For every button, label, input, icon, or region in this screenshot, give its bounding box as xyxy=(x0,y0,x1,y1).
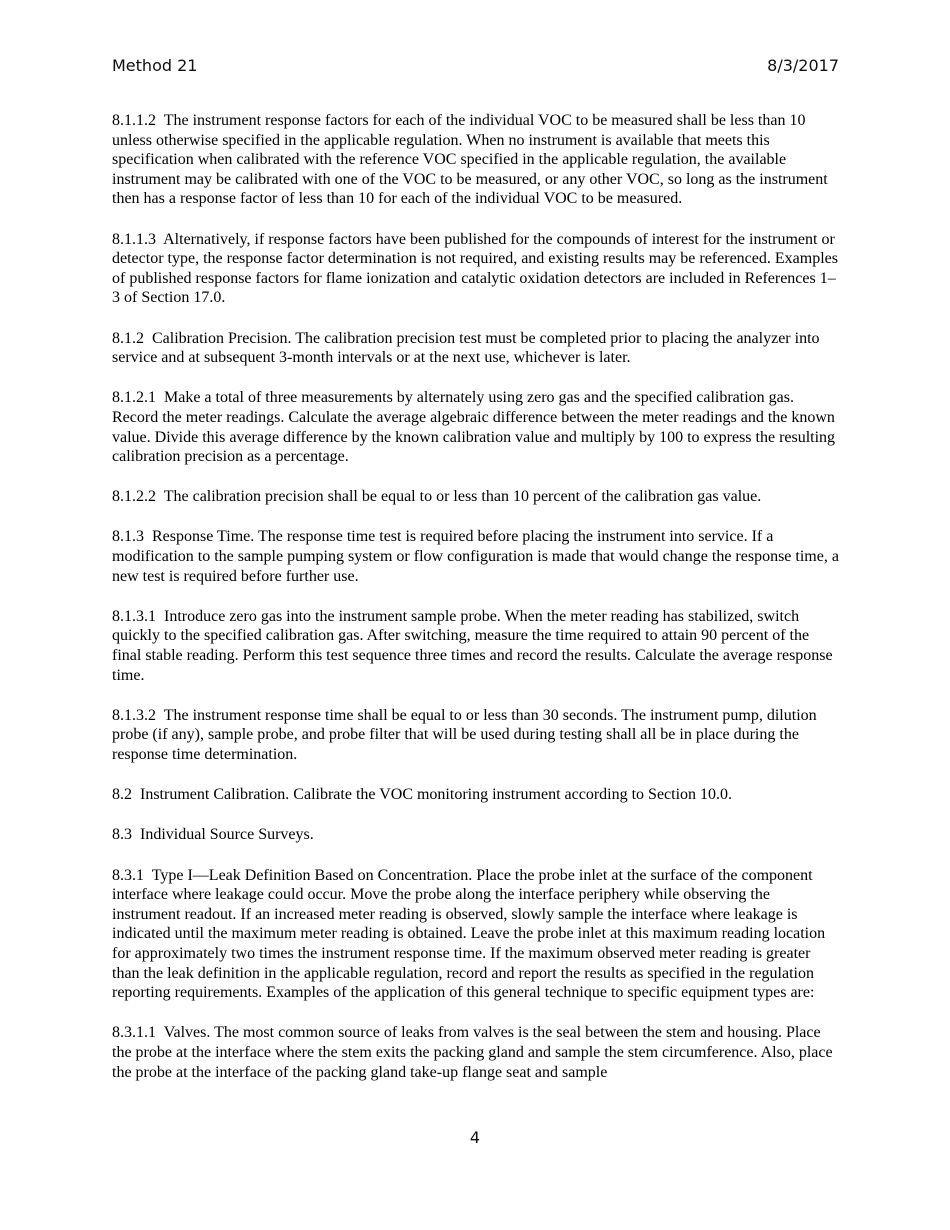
paragraph-8-3-1-1: 8.3.1.1 Valves. The most common source of leaks from valves is the seal between the stem and housing. Place the probe at the interface where the stem exits the packing gland and sample the stem circumference. Also, place the probe at the interface of the packing gland take-up flange seat and sample xyxy=(112,1024,837,1081)
paragraph-8-1-3: 8.1.3 Response Time. The response time test is required before placing the instrument into service. If a modification to the sample pumping system or flow configuration is made that would change the response time, a new test is required before further use. xyxy=(112,528,843,585)
page-header xyxy=(112,56,839,80)
paragraph-8-3: 8.3 Individual Source Surveys. xyxy=(112,826,314,844)
document-body xyxy=(112,111,843,1103)
paragraph-8-1-2-2: 8.1.2.2 The calibration precision shall be equal to or less than 10 percent of the calibration gas value. xyxy=(112,488,762,506)
paragraph-8-1-1-2: 8.1.1.2 The instrument response factors for each of the individual VOC to be measured shall be less than 10 unless otherwise specified in the applicable regulation. When no instrument is available that meets this specification when calibrated with the reference VOC specified in the applicable regulation, the available instrument may be calibrated with one of the VOC to be measured, or any other VOC, so long as the instrument then has a response factor of less than 10 for each of the individual VOC to be measured. xyxy=(112,112,832,208)
paragraph-8-1-2-1: 8.1.2.1 Make a total of three measurements by alternately using zero gas and the specified calibration gas. Record the meter readings. Calculate the average algebraic difference between the meter readings and the known value. Divide this average difference by the known calibration value and multiply by 100 to express the resulting calibration precision as a percentage. xyxy=(112,389,840,466)
header-title: Method 21 xyxy=(112,56,198,75)
paragraph-8-2: 8.2 Instrument Calibration. Calibrate the VOC monitoring instrument according to Section 10.0. xyxy=(112,786,733,804)
header-date: 8/3/2017 xyxy=(767,56,839,75)
paragraph-8-1-1-3: 8.1.1.3 Alternatively, if response factors have been published for the compounds of interest for the instrument or detector type, the response factor determination is not required, and existing results may be referenced. Examples of published response factors for flame ionization and catalytic oxidation detectors are included in References 1–3 of Section 17.0. xyxy=(112,230,842,307)
paragraph-8-1-3-1: 8.1.3.1 Introduce zero gas into the instrument sample probe. When the meter reading has stabilized, switch quickly to the specified calibration gas. After switching, measure the time required to attain 90 percent of the final stable reading. Perform this test sequence three times and record the results. Calculate the average response time. xyxy=(112,607,837,684)
paragraph-8-3-1: 8.3.1 Type I—Leak Definition Based on Concentration. Place the probe inlet at the surface of the component interface where leakage could occur. Move the probe along the interface periphery while observing the instrument readout. If an increased meter reading is observed, slowly sample the interface where leakage is indicated until the maximum meter reading is obtained. Leave the probe inlet at this maximum reading location for approximately two times the instrument response time. If the maximum observed meter reading is greater than the leak definition in the applicable regulation, record and report the results as specified in the regulation reporting requirements. Examples of the application of this general technique to specific equipment types are: xyxy=(112,866,830,1002)
page-number: 4 xyxy=(469,1128,481,1147)
paragraph-8-1-2: 8.1.2 Calibration Precision. The calibration precision test must be completed prior to placing the analyzer into service and at subsequent 3-month intervals or at the next use, whichever is later. xyxy=(112,329,824,367)
paragraph-8-1-3-2: 8.1.3.2 The instrument response time shall be equal to or less than 30 seconds. The instrument pump, dilution probe (if any), sample probe, and probe filter that will be used during testing shall all be in place during the response time determination. xyxy=(112,706,821,763)
